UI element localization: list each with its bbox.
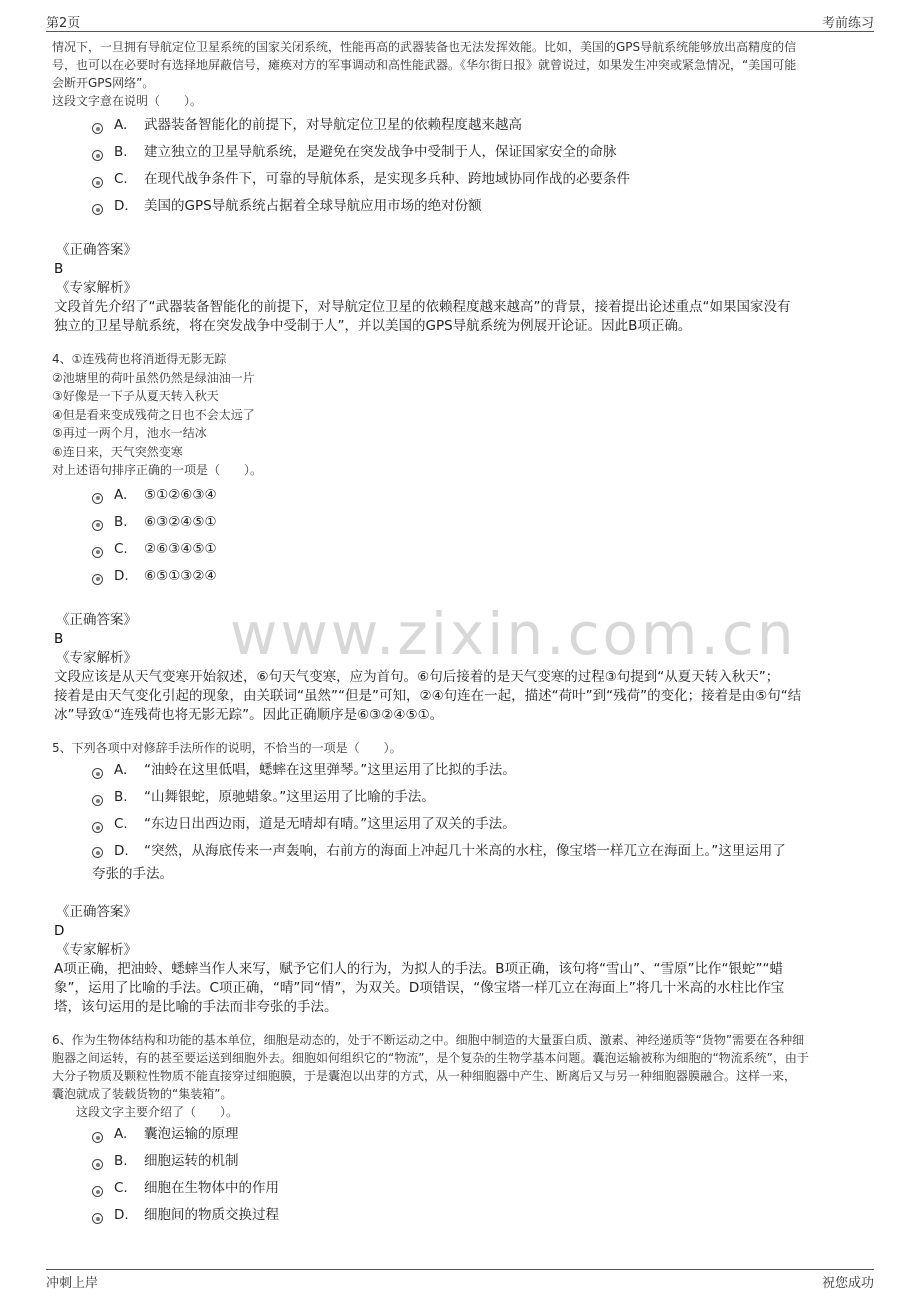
passage-line: 囊泡就成了装载货物的“集装箱”。 [52,1087,233,1101]
analysis-line: 文段应该是从天气变寒开始叙述，⑥句天气变寒，应为首句。⑥句后接着的是天气变寒的过程③句提到“从夏天转入秋天”； [54,668,780,685]
q3-option-d[interactable] [92,193,874,220]
analysis-label: 《专家解析》 [56,649,137,666]
stem-line: ⑥连日来，天气突然变寒 [52,444,183,459]
option-text: “突然，从海底传来一声轰响，右前方的海面上冲起几十米高的水柱，像宝塔一样兀立在海面上。”这里运用了 [144,843,786,859]
stem-line: ④但是看来变成残荷之日也不会太远了 [52,407,255,422]
radio-icon[interactable] [92,822,103,833]
option-text: 在现代战争条件下，可靠的导航体系，是实现多兵种、跨地域协同作战的必要条件 [144,171,630,187]
radio-icon[interactable] [92,574,103,585]
q6-option-c[interactable] [92,1175,874,1202]
q6-options [92,1121,874,1229]
q4-option-b[interactable] [92,509,874,536]
header-divider [46,31,874,32]
passage-line: 6、作为生物体结构和功能的基本单位，细胞是动态的，处于不断运动之中。细胞中制造的大量蛋白质、激素、神经递质等“货物”需要在各种细 [52,1033,805,1047]
analysis-text [54,960,874,1017]
radio-icon[interactable] [92,547,103,558]
option-letter: D. [114,198,129,214]
option-letter: B. [114,513,128,530]
radio-icon[interactable] [92,1159,103,1170]
q5-option-a[interactable] [92,757,874,784]
radio-icon[interactable] [92,768,103,779]
option-text-continued: 夸张的手法。 [92,866,173,882]
analysis-text [54,668,874,725]
option-text: 武器装备智能化的前提下，对导航定位卫星的依赖程度越来越高 [144,117,522,133]
option-text: ②⑥③④⑤① [144,540,217,557]
radio-icon[interactable] [92,1213,103,1224]
option-text: ⑤①②⑥③④ [144,486,217,503]
answer-value: B [54,261,64,277]
option-text: “山舞银蛇，原驰蜡象。”这里运用了比喻的手法。 [144,789,435,805]
q6-option-b[interactable] [92,1148,874,1175]
q6-passage [52,1031,874,1103]
option-letter: C. [114,171,128,187]
stem-line: ⑤再过一两个月，池水一结冰 [52,426,207,440]
option-letter: C. [114,1180,128,1196]
analysis-label: 《专家解析》 [56,942,137,958]
q3-question: 这段文字意在说明（ ）。 [52,94,203,108]
q3-passage [52,38,874,92]
q5-option-b[interactable] [92,784,874,811]
radio-icon[interactable] [92,177,103,188]
q4-option-a[interactable] [92,482,874,509]
stem-line: 4、①连残荷也将消逝得无影无踪 [52,352,227,366]
option-letter: C. [114,540,128,557]
analysis-line: 接着是由天气变化引起的现象，由关联词“虽然”“但是”可知，②④句连在一起，描述“荷叶”到“残荷”的变化；接着是由⑤句“结 [54,687,802,704]
radio-icon[interactable] [92,1132,103,1143]
passage-line: 号，也可以在必要时有选择地屏蔽信号，瘫痪对方的军事调动和高性能武器。《华尔街日报》就曾说过，如果发生冲突或紧急情况，“美国可能 [52,58,797,72]
option-letter: B. [114,144,128,160]
q5-option-d[interactable] [92,838,874,886]
option-text: “东边日出西边雨，道是无晴却有晴。”这里运用了双关的手法。 [144,816,516,832]
radio-icon[interactable] [92,795,103,806]
q3-option-b[interactable] [92,139,874,166]
answer-value: B [54,630,64,647]
footer-right: 祝您成功 [821,1276,874,1291]
option-text: “油蛉在这里低唱，蟋蟀在这里弹琴。”这里运用了比拟的手法。 [144,762,516,778]
question-6 [52,1031,874,1229]
analysis-line: A项正确，把油蛉、蟋蟀当作人来写，赋予它们人的行为，为拟人的手法。B项正确，该句将“雪山”、“雪原”比作“银蛇”“蜡 [54,961,783,977]
header-title: 考前练习 [821,16,874,31]
question-3 [52,38,874,336]
q5-option-c[interactable] [92,811,874,838]
passage-line: 情况下，一旦拥有导航定位卫星系统的国家关闭系统，性能再高的武器装备也无法发挥效能。比如，美国的GPS导航系统能够放出高精度的信 [52,40,797,54]
option-letter: D. [114,567,129,584]
page-content [52,38,874,1229]
option-letter: A. [114,762,128,778]
question-4 [52,350,874,725]
analysis-line: 象”，运用了比喻的手法。C项正确，“晴”同“情”，为双关。D项错误，“像宝塔一样兀立在海面上”将几十米高的水柱比作宝 [54,980,785,996]
option-letter: C. [114,816,128,832]
q5-question: 5、下列各项中对修辞手法所作的说明，不恰当的一项是（ ）。 [52,740,402,755]
option-letter: A. [114,1126,128,1142]
option-text: 美国的GPS导航系统占据着全球导航应用市场的绝对份额 [144,198,482,214]
q4-options [92,482,874,590]
option-letter: A. [114,486,128,503]
q6-option-a[interactable] [92,1121,874,1148]
page-number: 第2页 [46,16,81,31]
option-text: 细胞在生物体中的作用 [144,1180,279,1196]
footer-divider [46,1269,874,1270]
stem-line: ②池塘里的荷叶虽然仍然是绿油油一片 [52,370,255,385]
question-5 [52,739,874,1018]
q4-option-d[interactable] [92,563,874,590]
option-text: ⑥⑤①③②④ [144,567,217,584]
analysis-line: 塔，该句运用的是比喻的手法而非夸张的手法。 [54,999,338,1015]
q3-option-a[interactable] [92,112,874,139]
option-text: ⑥③②④⑤① [144,513,217,530]
radio-icon[interactable] [92,150,103,161]
q6-option-d[interactable] [92,1202,874,1229]
passage-line: 会断开GPS网络”。 [52,76,155,90]
stem-line: ③好像是一下子从夏天转入秋天 [52,389,219,403]
q3-option-c[interactable] [92,166,874,193]
q4-stem [52,350,874,480]
radio-icon[interactable] [92,847,103,858]
page-header [46,10,874,30]
option-text: 细胞间的物质交换过程 [144,1207,279,1223]
analysis-line: 冰”导致①“连残荷也将无影无踪”。因此正确顺序是⑥③②④⑤①。 [54,706,444,723]
passage-line: 大分子物质及颗粒性物质不能直接穿过细胞膜，于是囊泡以出芽的方式，从一种细胞器中产生、断离后又与另一种细胞器膜融合。这样一来， [52,1069,797,1083]
option-letter: D. [114,1207,129,1223]
q3-options [92,112,874,220]
footer-left: 冲刺上岸 [46,1276,99,1291]
answer-label: 《正确答案》 [56,611,137,628]
option-text: 细胞运转的机制 [144,1153,239,1169]
option-letter: D. [114,843,129,859]
radio-icon[interactable] [92,1186,103,1197]
option-text: 囊泡运输的原理 [144,1126,239,1142]
passage-line: 胞器之间运转，有的甚至要运送到细胞外去。细胞如何组织它的“物流”，是个复杂的生物学基本问题。囊泡运输被称为细胞的“物流系统”，由于 [52,1051,809,1065]
radio-icon[interactable] [92,123,103,134]
watermark: www.zixin.com.cn [230,600,797,668]
option-letter: A. [114,117,128,133]
stem-line: 对上述语句排序正确的一项是（ ）。 [52,463,263,477]
option-letter: B. [114,1153,128,1169]
option-text: 建立独立的卫星导航系统，是避免在突发战争中受制于人，保证国家安全的命脉 [144,144,617,160]
radio-icon[interactable] [92,520,103,531]
analysis-line: 独立的卫星导航系统，将在突发战争中受制于人”，并以美国的GPS导航系统为例展开论证。因此B项正确。 [54,318,692,334]
analysis-line: 文段首先介绍了“武器装备智能化的前提下，对导航定位卫星的依赖程度越来越高”的背景，接着提出论述重点“如果国家没有 [54,299,791,315]
q6-question: 这段文字主要介绍了（ ）。 [76,1105,239,1119]
answer-label: 《正确答案》 [56,242,137,258]
q4-option-c[interactable] [92,536,874,563]
analysis-text [54,298,874,336]
analysis-label: 《专家解析》 [56,280,137,296]
answer-value: D [54,923,65,939]
radio-icon[interactable] [92,204,103,215]
answer-label: 《正确答案》 [56,904,137,920]
option-letter: B. [114,789,128,805]
q5-options [92,757,874,886]
radio-icon[interactable] [92,493,103,504]
